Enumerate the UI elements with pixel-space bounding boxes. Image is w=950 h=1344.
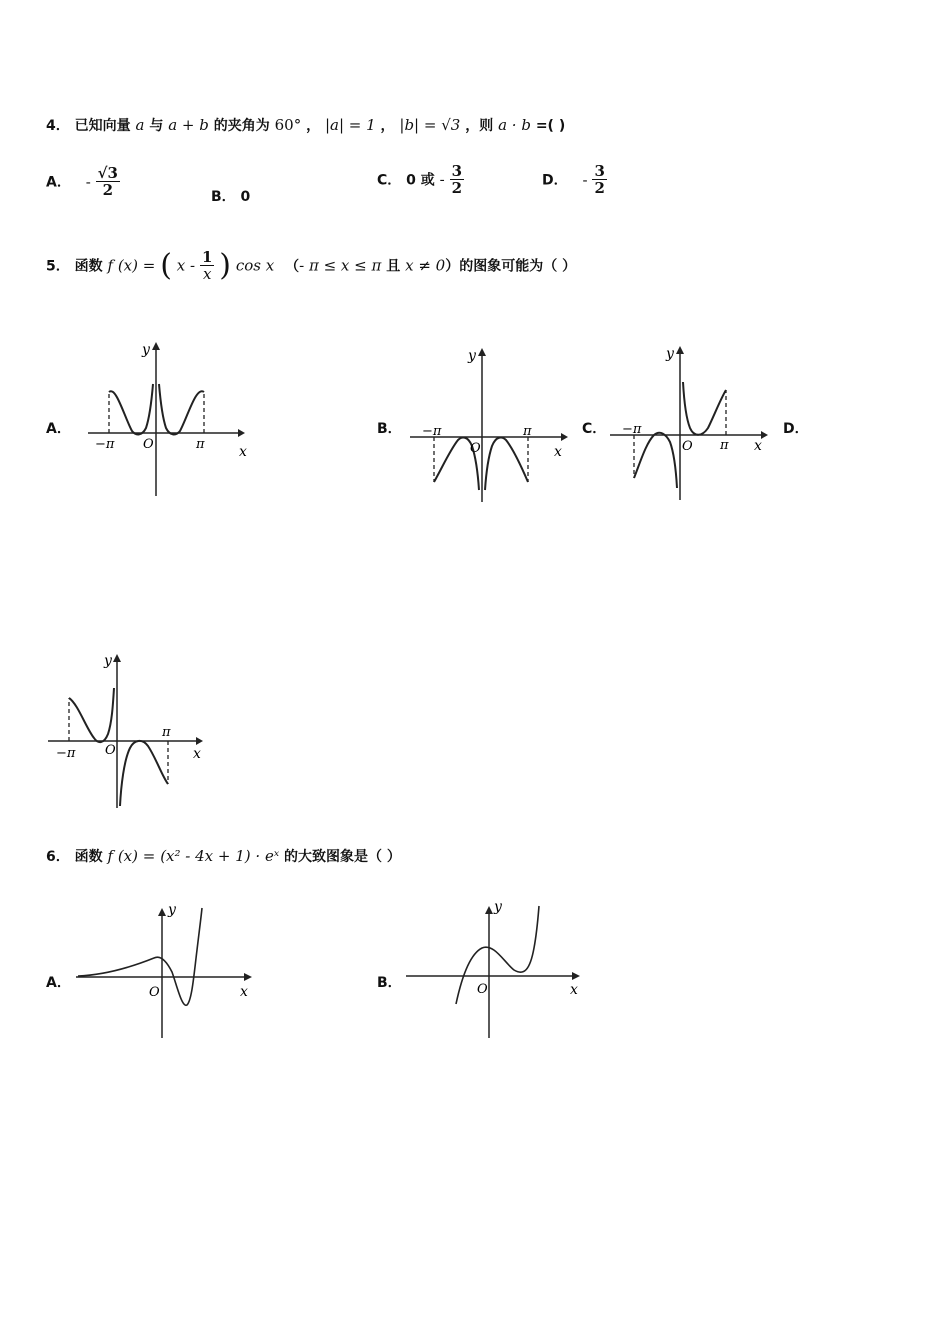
q4-sep-2: ， (380, 118, 395, 134)
q4-option-c-sign: - (439, 170, 445, 189)
q4-vector-a-plus-b: a + b (168, 116, 209, 134)
q5-function-fraction (200, 249, 214, 282)
q4-option-b-value: 0 (240, 189, 251, 205)
q6-graph-b (404, 896, 594, 1041)
q6-option-b-label[interactable]: B． (377, 975, 402, 991)
label-pi: π (523, 424, 532, 439)
q4-option-d-sign: - (582, 170, 588, 189)
q4-abs-b: |b| = √3 (399, 116, 461, 134)
q6-number: 6． (46, 849, 70, 865)
curve-left (634, 433, 677, 488)
q4-option-a-fraction (96, 165, 120, 198)
label-neg-pi: −π (95, 437, 115, 452)
label-y: y (468, 348, 476, 364)
y-axis-arrow (676, 346, 684, 354)
q4-option-d-numerator: 3 (594, 162, 605, 180)
label-y: y (666, 346, 674, 362)
label-pi: π (162, 725, 171, 740)
label-y: y (494, 899, 502, 915)
q4-abs-a: |a| = 1 (324, 116, 376, 134)
q5-graph-a (86, 336, 266, 506)
q6-text-2: 的大致图象是（ ） (284, 849, 401, 865)
q4-text-4: ，则 (465, 118, 494, 134)
q4-angle: 60° (274, 116, 302, 134)
curve-right (120, 741, 168, 806)
q5-graph-b (406, 340, 581, 505)
label-x: x (193, 746, 201, 762)
curve-left (109, 384, 153, 434)
q5-option-c-label[interactable]: C． (582, 421, 607, 437)
q4-vector-a: a (135, 116, 145, 134)
q4-option-d-denominator: 2 (594, 179, 605, 197)
q4-option-c-numerator: 3 (451, 162, 463, 180)
label-origin: O (149, 985, 160, 1000)
q5-cond-open: （ (285, 258, 300, 275)
label-origin: O (470, 441, 481, 456)
q4-option-c-label: C． (377, 172, 402, 189)
question-4-stem (46, 115, 565, 135)
q5-option-a-label[interactable]: A． (46, 421, 71, 437)
q4-option-a-numerator: √3 (97, 164, 118, 182)
q4-option-a-sign: - (85, 172, 91, 191)
q5-number: 5． (46, 258, 70, 275)
question-5-stem (46, 248, 576, 283)
label-x: x (754, 438, 762, 454)
q5-graph-d (46, 648, 221, 813)
q5-condition-2: x ≠ 0 (405, 256, 446, 275)
curve (456, 906, 539, 1004)
q4-option-c-value: 0 或 (406, 172, 435, 189)
q4-option-c-denominator: 2 (451, 179, 463, 197)
label-neg-pi: −π (56, 746, 76, 761)
y-axis-arrow (478, 348, 486, 356)
q4-option-c-fraction (450, 163, 464, 196)
q5-paren-close: ) (219, 248, 231, 283)
q5-cond-close: ） (445, 258, 460, 275)
q5-condition: - π ≤ x ≤ π (299, 256, 382, 275)
x-axis-arrow (196, 737, 203, 745)
label-pi: π (720, 438, 729, 453)
q4-text-1: 已知向量 (74, 118, 131, 134)
label-x: x (239, 444, 247, 460)
q4-option-d[interactable] (542, 163, 607, 196)
q5-text-2: 的图象可能为（ ） (459, 258, 577, 275)
q4-text-2: 与 (149, 118, 164, 134)
y-axis-arrow (113, 654, 121, 662)
curve-right (485, 438, 528, 490)
y-axis-arrow (158, 908, 166, 916)
label-neg-pi: −π (622, 422, 642, 437)
y-axis-arrow (152, 342, 160, 350)
q5-option-b-label[interactable]: B． (377, 421, 402, 437)
q4-option-b[interactable] (211, 186, 250, 206)
q4-option-d-label: D． (542, 172, 568, 189)
x-axis-arrow (572, 972, 580, 980)
label-y: y (142, 342, 150, 358)
label-origin: O (143, 437, 154, 452)
q4-option-d-fraction (592, 163, 606, 196)
q5-option-d-label[interactable]: D． (783, 421, 809, 437)
q5-fraction-numerator: 1 (201, 248, 213, 266)
q5-fraction-denominator: x (202, 265, 212, 283)
x-axis-arrow (244, 973, 252, 981)
question-6-stem (46, 846, 401, 866)
label-y: y (104, 653, 112, 669)
x-axis-arrow (561, 433, 568, 441)
curve-left (69, 688, 114, 742)
q5-cond-and: 且 (386, 258, 401, 275)
x-axis-arrow (761, 431, 768, 439)
q5-graph-c (606, 338, 781, 503)
label-x: x (240, 984, 248, 1000)
q5-text-1: 函数 (74, 258, 103, 275)
label-origin: O (682, 439, 693, 454)
q6-graph-a (74, 898, 264, 1043)
q6-text-1: 函数 (74, 849, 103, 865)
q4-option-b-label: B． (211, 189, 236, 205)
x-axis-arrow (238, 429, 245, 437)
curve-right (683, 382, 726, 435)
y-axis-arrow (485, 906, 493, 914)
label-origin: O (477, 982, 488, 997)
q4-text-5: =( ) (535, 118, 566, 134)
label-x: x (570, 982, 578, 998)
q6-option-a-label[interactable]: A． (46, 975, 71, 991)
q5-function-lhs: f (x) = (107, 256, 156, 275)
q6-function-rhs: (x² - 4x + 1) · eˣ (160, 847, 280, 865)
q5-function-cos: cos x (235, 256, 275, 275)
q4-option-a-denominator: 2 (102, 181, 114, 199)
curve-right (159, 384, 204, 434)
q4-option-a[interactable] (46, 165, 120, 198)
q4-text-3: 的夹角为 (213, 118, 270, 134)
label-pi: π (196, 437, 205, 452)
q4-sep-1: ， (306, 118, 321, 134)
label-y: y (168, 902, 176, 918)
q4-number: 4． (46, 118, 70, 134)
q5-function-rhs-a: x - (176, 256, 196, 275)
label-neg-pi: −π (422, 424, 442, 439)
label-x: x (554, 444, 562, 460)
q4-option-a-label: A． (46, 174, 71, 191)
curve (78, 908, 202, 1005)
label-origin: O (105, 743, 116, 758)
q5-paren-open: ( (160, 248, 172, 283)
q4-dot-product: a · b (498, 116, 531, 134)
q6-function-lhs: f (x) = (107, 847, 156, 865)
q4-option-c[interactable] (377, 163, 464, 196)
